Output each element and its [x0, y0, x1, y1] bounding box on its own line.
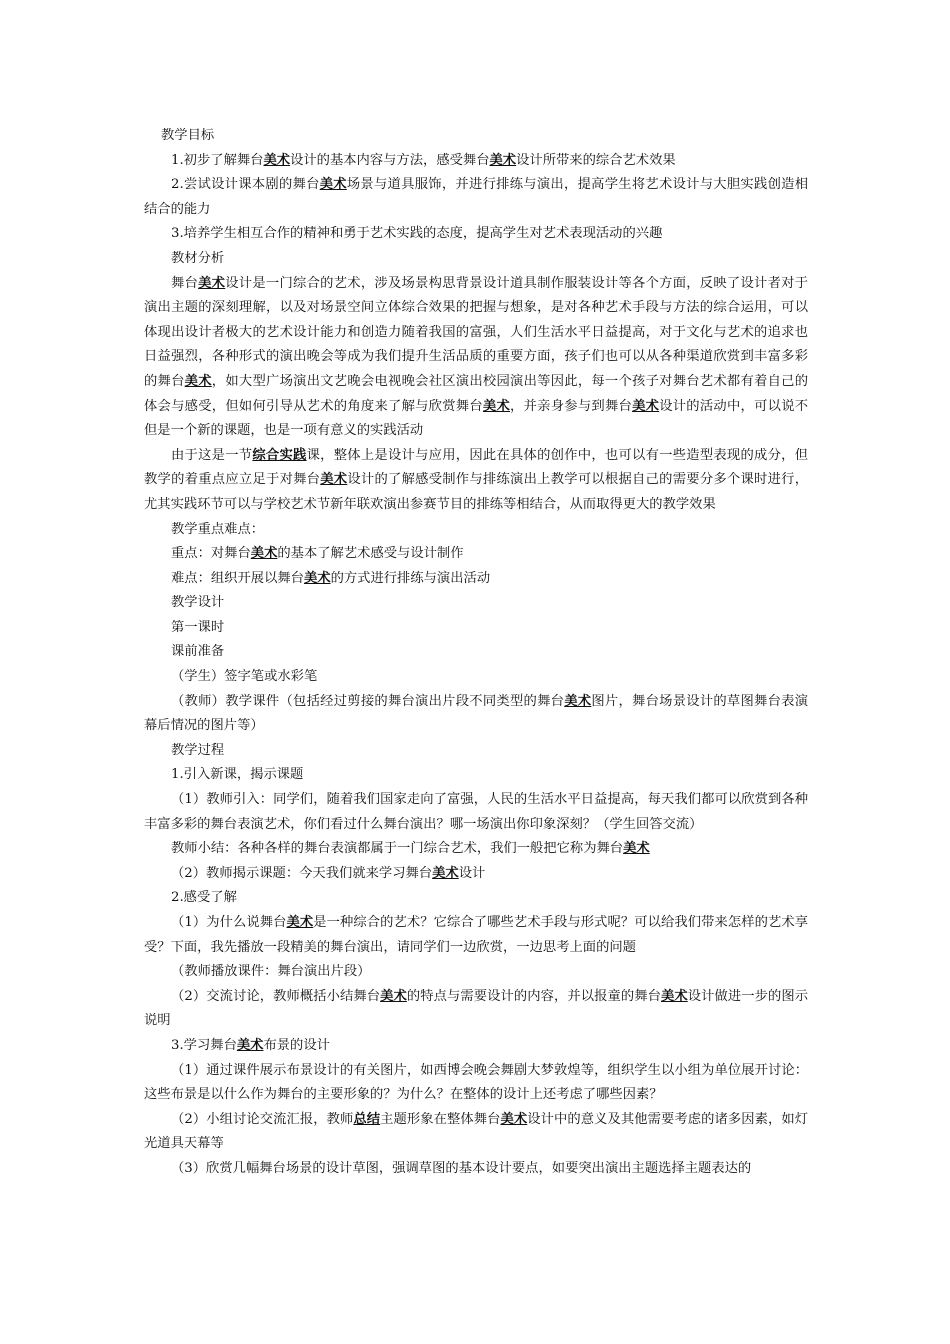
keyword-link[interactable]: 美术: [489, 152, 517, 168]
paragraph: （教师）教学课件（包括经过剪接的舞台演出片段不同类型的舞台美术图片，舞台场景设计的草图舞台表演幕后情况的图片等）: [144, 693, 809, 734]
paragraph: （1）教师引入：同学们，随着我们国家走向了富强，人民的生活水平日益提高，每天我们都可以欣赏到各种丰富多彩的舞台表演艺术，你们看过什么舞台演出？哪一场演出你印象深刻？（学生回答交流）: [144, 792, 808, 832]
paragraph: 课前准备: [171, 644, 225, 660]
keyword-link[interactable]: 美术: [286, 915, 314, 930]
paragraph: 教学设计: [171, 595, 225, 611]
keyword-link[interactable]: 美术: [319, 177, 347, 193]
paragraph: （教师播放课件：舞台演出片段）: [171, 964, 371, 980]
keyword-link[interactable]: 美术: [320, 472, 348, 488]
paragraph: （2）教师揭示课题：今天我们就来学习舞台美术设计: [171, 865, 486, 881]
keyword-link[interactable]: 总结: [353, 1111, 381, 1127]
keyword-link[interactable]: 美术: [432, 865, 459, 881]
paragraph: （1）为什么说舞台美术是一种综合的艺术？它综合了哪些艺术手段与形式呢？可以给我们带来怎样的艺术享受？下面，我先播放一段精美的舞台演出，请同学们一边欣赏，一边思考上面的问题: [144, 915, 809, 955]
paragraph: （学生）签字笔或水彩笔: [171, 669, 318, 685]
paragraph: 3.培养学生相互合作的精神和勇于艺术实践的态度，提高学生对艺术表现活动的兴趣: [171, 226, 663, 242]
paragraph: （2）小组讨论交流汇报，教师总结主题形象在整体舞台美术设计中的意义及其他需要考虑的诸多因素，如灯光道具天幕等: [144, 1111, 809, 1152]
paragraph: 第一课时: [171, 619, 225, 635]
keyword-link[interactable]: 美术: [184, 373, 212, 389]
keyword-link[interactable]: 美术: [632, 398, 660, 414]
keyword-link[interactable]: 美术: [303, 570, 331, 586]
keyword-link[interactable]: 美术: [564, 693, 592, 709]
paragraph: 难点：组织开展以舞台美术的方式进行排练与演出活动: [171, 570, 491, 586]
paragraph: 重点：对舞台美术的基本了解艺术感受与设计制作: [171, 546, 464, 562]
keyword-link[interactable]: 美术: [380, 988, 407, 1004]
paragraph: 1.初步了解舞台美术设计的基本内容与方法，感受舞台美术设计所带来的综合艺术效果: [171, 152, 676, 168]
paragraph: 2.尝试设计课本剧的舞台美术场景与道具服饰，并进行排练与演出，提高学生将艺术设计与大胆实践创造相结合的能力: [144, 177, 809, 217]
keyword-link[interactable]: 美术: [263, 152, 291, 168]
keyword-link[interactable]: 美术: [623, 841, 650, 857]
paragraph: （3）欣赏几幅舞台场景的设计草图，强调草图的基本设计要点，如要突出演出主题选择主题表达的: [171, 1160, 752, 1176]
paragraph: 教学重点难点：: [171, 521, 265, 537]
paragraph: 教师小结：各种各样的舞台表演都属于一门综合艺术，我们一般把它称为舞台美术: [171, 841, 650, 857]
paragraph: 由于这是一节综合实践课，整体上是设计与应用，因此在具体的创作中，也可以有一些造型表现的成分，但教学的着重点应立足于对舞台美术设计的了解感受制作与排练演出上教学可以根据自己的需要分多个课时进行，尤其实践环节可以与学校艺术节新年联欢演出参赛节目的排练等相结合，从而取得更大的教学效果: [144, 447, 809, 512]
paragraph: 教材分析: [171, 250, 225, 266]
keyword-link[interactable]: 美术: [250, 546, 278, 562]
document-body: [144, 124, 808, 1182]
section-heading: 教学目标: [161, 128, 215, 143]
paragraph: 3.学习舞台美术布景的设计: [171, 1037, 330, 1053]
keyword-link[interactable]: 美术: [198, 275, 226, 291]
paragraph: 1.引入新课，揭示课题: [171, 767, 304, 783]
paragraph: （1）通过课件展示布景设计的有关图片，如西博会晚会舞剧大梦敦煌等，组织学生以小组为单位展开讨论：这些布景是以什么作为舞台的主要形象的？为什么？在整体的设计上还考虑了哪些因素？: [144, 1062, 808, 1103]
paragraph: 舞台美术设计是一门综合的艺术，涉及场景构思背景设计道具制作服装设计等各个方面，反映了设计者对于演出主题的深刻理解，以及对场景空间立体综合效果的把握与想象，是对各种艺术手段与方法的综合运用，可以体现出设计者极大的艺术设计能力和创造力随着我国的富强，人们生活水平日益提高，对于文化与艺术的追求也日益强烈，各种形式的演出晚会等成为我们提升生活品质的重要方面，孩子们也可以从各种渠道欣赏到丰富多彩的舞台美术，如大型广场演出文艺晚会电视晚会社区演出校园演出等因此，每一个孩子对舞台艺术都有着自己的体会与感受，但如何引导从艺术的角度来了解与欣赏舞台美术，并亲身参与到舞台美术设计的活动中，可以说不但是一个新的课题，也是一项有意义的实践活动: [144, 275, 809, 439]
paragraph: （2）交流讨论，教师概括小结舞台美术的特点与需要设计的内容，并以报童的舞台美术设计做进一步的图示说明: [144, 988, 809, 1029]
paragraph: 2.感受了解: [171, 890, 237, 906]
paragraph: 教学过程: [171, 742, 225, 758]
keyword-link[interactable]: 美术: [482, 398, 511, 414]
keyword-link[interactable]: 美术: [500, 1111, 528, 1127]
keyword-link[interactable]: 美术: [236, 1037, 264, 1053]
keyword-link[interactable]: 综合实践: [252, 447, 307, 463]
keyword-link[interactable]: 美术: [660, 988, 688, 1004]
